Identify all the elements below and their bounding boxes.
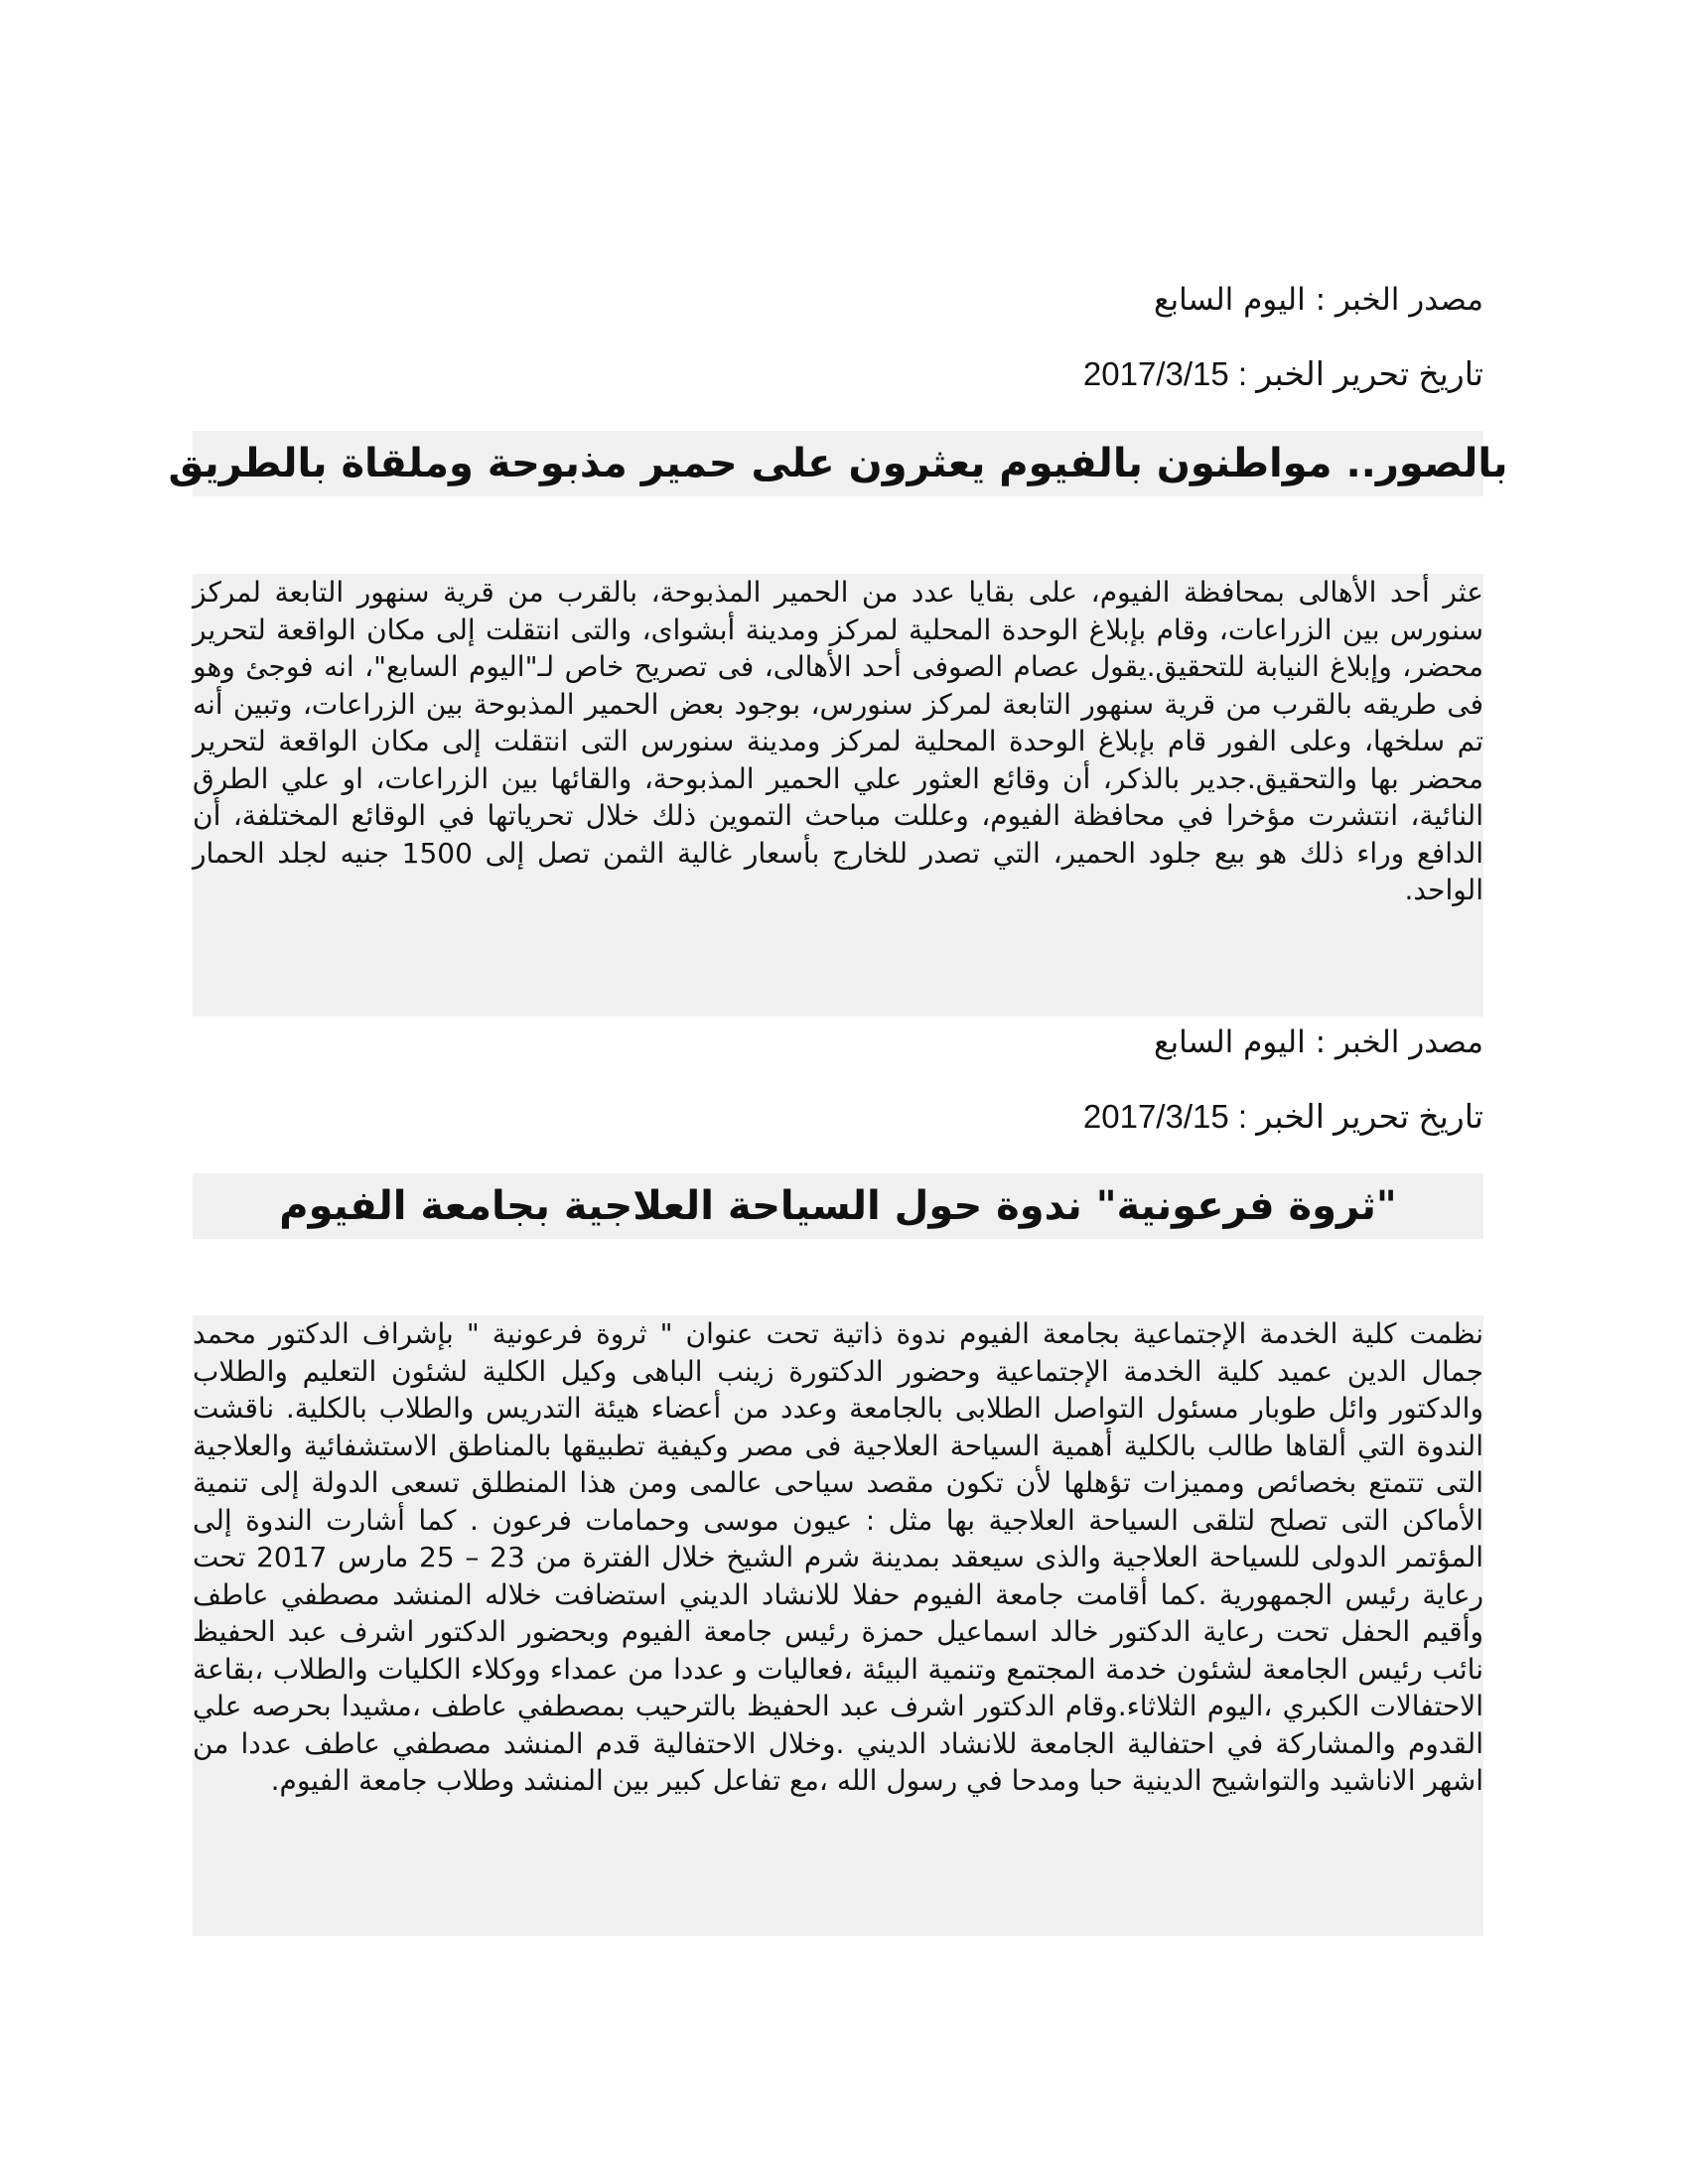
article-1-body: عثر أحد الأهالى بمحافظة الفيوم، على بقايا عدد من الحمير المذبوحة، بالقرب من قرية سنهور التابعة لمركز سنورس بين الزراعات، وقام بإبلاغ الوحدة المحلية لمركز ومدينة أبشواى، والتى انتقلت إلى مكان الواقعة لتحرير محضر، وإبلاغ النيابة للتحقيق.يقول عصام الصوفى أحد الأهالى، فى تصريح خاص لـ"اليوم السابع"، انه فوجئ وهو فى طريقه بالقرب من قرية سنهور التابعة لمركز سنورس، بوجود بعض الحمير المذبوحة بين الزراعات، وتبين أنه تم سلخها، وعلى الفور قام بإبلاغ الوحدة المحلية لمركز ومدينة سنورس التى انتقلت إلى مكان الواقعة لتحرير محضر بها والتحقيق.جدير بالذكر، أن وقائع العثور علي الحمير المذبوحة، والقائها بين الزراعات، او علي الطرق النائية، انتشرت مؤخرا في محافظة الفيوم، وعللت مباحث التموين ذلك خلال تحرياتها في الوقائع المختلفة، أن الدافع وراء ذلك هو بيع جلود الحمير، التي تصدر للخارج بأسعار غالية الثمن تصل إلى 1500 جنيه لجلد الحمار الواحد. bbox=[193, 576, 1484, 906]
article-1-source-line: مصدر الخبر : اليوم السابع bbox=[1153, 282, 1483, 318]
article-2-body: نظمت كلية الخدمة الإجتماعية بجامعة الفيوم ندوة ذاتية تحت عنوان " ثروة فرعونية " بإشراف الدكتور محمد جمال الدين عميد كلية الخدمة الإجتماعية وحضور الدكتورة زينب الباهى وكيل الكلية لشئون التعليم والطلاب والدكتور وائل طوبار مسئول التواصل الطلابى بالجامعة وعدد من أعضاء هيئة التدريس والطلاب بالكلية. ناقشت الندوة التي ألقاها طالب بالكلية أهمية السياحة العلاجية فى مصر وكيفية تطبيقها بالمناطق الاستشفائية والعلاجية التى تتمتع بخصائص ومميزات تؤهلها لأن تكون مقصد سياحى عالمى ومن هذا المنطلق تسعى الدولة إلى تنمية الأماكن التى تصلح لتلقى السياحة العلاجية بها مثل : عيون موسى وحمامات فرعون . كما أشارت الندوة إلى المؤتمر الدولى للسياحة العلاجية والذى سيعقد بمدينة شرم الشيخ خلال الفترة من 23 – 25 مارس 2017 تحت رعاية رئيس الجمهورية .كما أقامت جامعة الفيوم حفلا للانشاد الديني استضافت خلاله المنشد مصطفي عاطف وأقيم الحفل تحت رعاية الدكتور خالد اسماعيل حمزة رئيس جامعة الفيوم وبحضور الدكتور اشرف عبد الحفيظ نائب رئيس الجامعة لشئون خدمة المجتمع وتنمية البيئة ،فعاليات و عددا من عمداء ووكلاء الكليات والطلاب ،بقاعة الاحتفالات الكبري ،اليوم الثلاثاء.وقام الدكتور اشرف عبد الحفيظ بالترحيب بمصطفي عاطف ،مشيدا بحرصه علي القدوم والمشاركة في احتفالية الجامعة للانشاد الديني .وخلال الاحتفالية قدم المنشد مصطفي عاطف عددا من اشهر الاناشيد والتواشيح الدينية حبا ومدحا في رسول الله ،مع تفاعل كبير بين المنشد وطلاب جامعة الفيوم. bbox=[193, 1317, 1484, 1797]
article-1-date-line: تاريخ تحرير الخبر : 2017/3/15 bbox=[1082, 355, 1483, 392]
article-2-source-line: مصدر الخبر : اليوم السابع bbox=[1153, 1024, 1483, 1060]
article-1-headline: بالصور.. مواطنون بالفيوم يعثرون على حمير مذبوحة وملقاة بالطريق bbox=[168, 441, 1508, 486]
article-2-date-line: تاريخ تحرير الخبر : 2017/3/15 bbox=[1082, 1098, 1483, 1135]
article-2-headline-box bbox=[193, 1173, 1483, 1239]
article-2-body-box bbox=[193, 1315, 1483, 1936]
article-1-body-box bbox=[193, 574, 1483, 1017]
article-2-headline: "ثروة فرعونية" ندوة حول السياحة العلاجية بجامعة الفيوم bbox=[279, 1183, 1397, 1229]
article-1-headline-box bbox=[168, 431, 1508, 496]
